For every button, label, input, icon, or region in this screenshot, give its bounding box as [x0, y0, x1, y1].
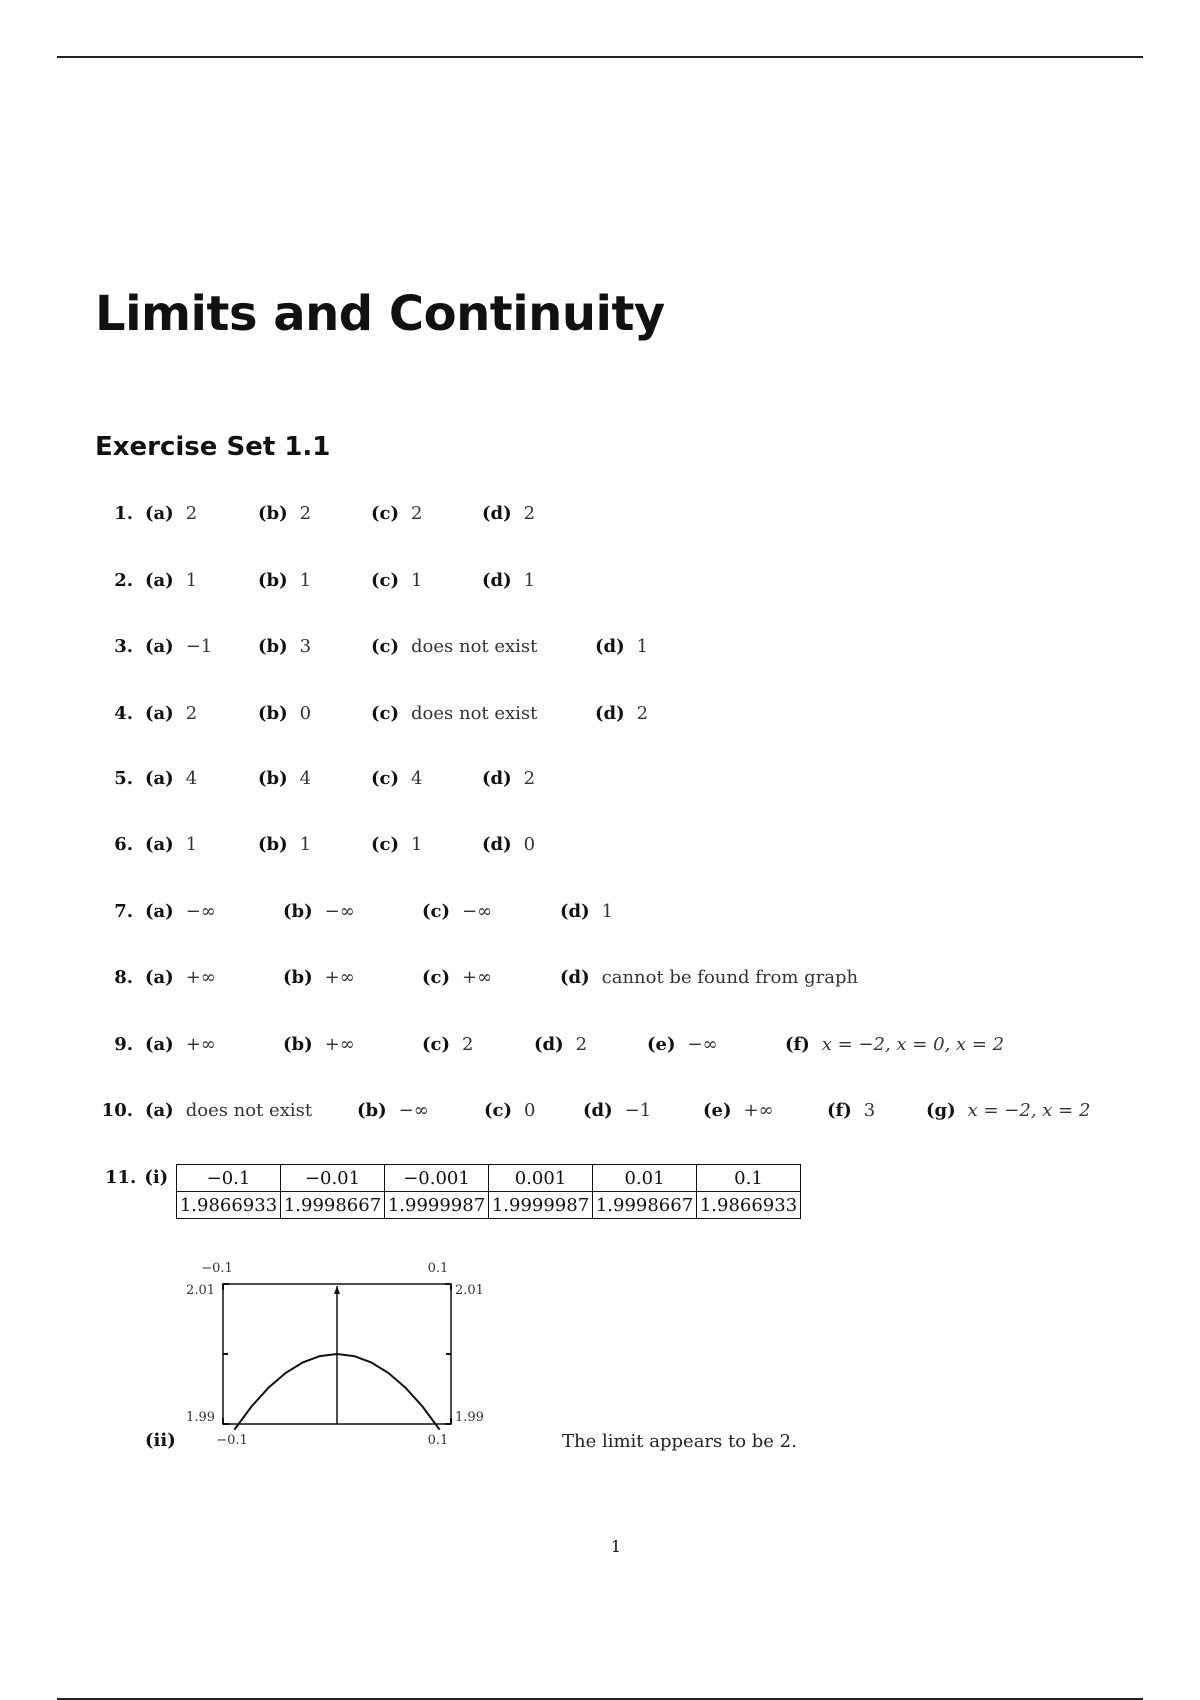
part-label: (f): [827, 1100, 852, 1121]
answer-part: [482, 503, 535, 524]
part-value: 0: [299, 703, 312, 724]
part-value: 2: [299, 503, 312, 524]
part-value: cannot be found from graph: [601, 967, 859, 988]
page-number: 1: [610, 1537, 622, 1556]
part-value: x = −2, x = 2: [967, 1100, 1091, 1121]
answer-part: [482, 570, 535, 591]
limit-plot-svg: [160, 1250, 500, 1450]
answer-part: [560, 901, 613, 922]
part-label: (a): [145, 503, 174, 524]
tick-label-y-bottom-left: 1.99: [186, 1410, 215, 1425]
tick-label-x-bottom-right: 0.1: [427, 1433, 449, 1448]
part-label: (b): [283, 967, 313, 988]
limit-conclusion: The limit appears to be 2.: [562, 1431, 797, 1452]
part-value: 1: [523, 570, 536, 591]
part-label: (c): [371, 503, 399, 524]
exercise-number: 3.: [114, 636, 133, 657]
table-row-y: [177, 1192, 801, 1219]
table-cell: 1.9999987: [385, 1192, 489, 1219]
answer-part: [145, 768, 197, 789]
part-label: (a): [145, 1034, 174, 1055]
part-label: (d): [482, 503, 512, 524]
tick-label-x-top-right: 0.1: [427, 1261, 449, 1276]
tick-label-y-top-left: 2.01: [186, 1283, 215, 1298]
exercise-number: 6.: [114, 834, 133, 855]
answer-part: [145, 901, 216, 922]
part-label: (a): [145, 703, 174, 724]
exercise-11-num-label: 11.: [105, 1167, 137, 1188]
answer-part: [371, 636, 537, 657]
part-label: (d): [560, 901, 590, 922]
part-label: (c): [371, 703, 399, 724]
part-label: (e): [703, 1100, 732, 1121]
tick-label-x-bottom-left: −0.1: [216, 1433, 248, 1448]
answer-part: [145, 503, 197, 524]
part-label: (a): [145, 967, 174, 988]
table-cell: 1.9998667: [281, 1192, 385, 1219]
table-cell: −0.1: [177, 1165, 281, 1192]
part-value: −1: [624, 1100, 652, 1121]
answer-part: [258, 636, 311, 657]
answer-part: [422, 1034, 473, 1055]
answer-part: [422, 967, 492, 988]
answer-part: [595, 703, 648, 724]
part-value: does not exist: [185, 1100, 313, 1121]
top-rule: [57, 56, 1143, 58]
exercise-11-part-i-label: (i): [144, 1167, 169, 1188]
tick-label-y-bottom-right: 1.99: [455, 1410, 484, 1425]
answer-part: [283, 901, 355, 922]
table-row-x: [177, 1165, 801, 1192]
part-value: +∞: [462, 967, 493, 988]
part-label: (d): [482, 834, 512, 855]
table-cell: −0.001: [385, 1165, 489, 1192]
part-value: 3: [299, 636, 312, 657]
part-label: (c): [422, 901, 450, 922]
answer-part: [283, 967, 355, 988]
answer-part: [371, 703, 537, 724]
values-table-wrapper: [176, 1164, 801, 1219]
part-value: 2: [411, 503, 423, 524]
answer-part: [785, 1034, 1004, 1055]
answer-part: [145, 834, 197, 855]
y-axis-arrow: [334, 1286, 340, 1294]
part-label: (c): [371, 636, 399, 657]
chapter-title: Limits and Continuity: [95, 286, 665, 342]
part-value: 2: [185, 503, 198, 524]
answer-part: [258, 768, 311, 789]
part-value: does not exist: [411, 703, 538, 724]
part-value: 0: [524, 1100, 536, 1121]
answer-part: [595, 636, 648, 657]
part-value: 1: [299, 570, 312, 591]
part-label: (b): [357, 1100, 387, 1121]
values-table: [176, 1164, 801, 1219]
part-label: (a): [145, 834, 174, 855]
answer-part: [484, 1100, 535, 1121]
part-label: (d): [560, 967, 590, 988]
table-cell: 1.9866933: [177, 1192, 281, 1219]
answer-part: [534, 1034, 587, 1055]
part-value: +∞: [324, 967, 355, 988]
part-value: −∞: [324, 901, 355, 922]
part-value: 4: [185, 768, 198, 789]
part-label: (b): [283, 901, 313, 922]
part-value: x = −2, x = 0, x = 2: [821, 1034, 1005, 1055]
part-value: +∞: [185, 967, 216, 988]
part-value: −∞: [398, 1100, 429, 1121]
part-value: 1: [411, 834, 423, 855]
part-value: 1: [299, 834, 312, 855]
part-label: (c): [422, 967, 450, 988]
part-label: (d): [583, 1100, 613, 1121]
part-label: (b): [258, 768, 288, 789]
part-label: (d): [534, 1034, 564, 1055]
answer-part: [145, 967, 216, 988]
part-value: 1: [411, 570, 423, 591]
part-value: does not exist: [411, 636, 538, 657]
part-value: 0: [523, 834, 536, 855]
answer-part: [258, 503, 311, 524]
exercise-number: 5.: [114, 768, 133, 789]
table-cell: 0.001: [489, 1165, 593, 1192]
part-value: +∞: [324, 1034, 355, 1055]
limit-plot: [160, 1250, 500, 1454]
answer-part: [371, 834, 422, 855]
section-heading: Exercise Set 1.1: [95, 432, 331, 462]
table-cell: −0.01: [281, 1165, 385, 1192]
part-label: (b): [258, 636, 288, 657]
part-value: 2: [575, 1034, 588, 1055]
table-cell: 1.9866933: [697, 1192, 801, 1219]
part-label: (b): [258, 703, 288, 724]
part-label: (d): [482, 768, 512, 789]
answer-part: [482, 768, 535, 789]
part-label: (b): [258, 503, 288, 524]
answer-part: [422, 901, 492, 922]
part-label: (d): [482, 570, 512, 591]
exercise-number: 2.: [114, 570, 133, 591]
answer-part: [145, 636, 212, 657]
tick-label-y-top-right: 2.01: [455, 1283, 484, 1298]
exercise-number: 8.: [114, 967, 133, 988]
answer-part: [827, 1100, 875, 1121]
answer-part: [145, 1034, 216, 1055]
part-label: (a): [145, 1100, 174, 1121]
answer-part: [703, 1100, 774, 1121]
answer-part: [647, 1034, 718, 1055]
answer-part: [258, 570, 311, 591]
part-value: +∞: [743, 1100, 774, 1121]
part-value: 2: [523, 768, 536, 789]
part-value: 4: [299, 768, 312, 789]
part-value: 1: [185, 834, 198, 855]
part-label: (b): [258, 570, 288, 591]
answer-part: [560, 967, 858, 988]
part-value: −∞: [185, 901, 216, 922]
exercise-number: 9.: [114, 1034, 133, 1055]
part-label: (d): [595, 636, 625, 657]
answer-part: [482, 834, 535, 855]
table-cell: 0.01: [593, 1165, 697, 1192]
table-cell: 1.9998667: [593, 1192, 697, 1219]
part-value: −∞: [462, 901, 493, 922]
part-value: 3: [863, 1100, 876, 1121]
answer-part: [371, 570, 422, 591]
part-label: (d): [595, 703, 625, 724]
exercise-11-part-ii-label: (ii): [145, 1430, 176, 1451]
answer-part: [583, 1100, 651, 1121]
part-value: 2: [636, 703, 649, 724]
part-label: (e): [647, 1034, 676, 1055]
part-label: (a): [145, 570, 174, 591]
part-value: 1: [185, 570, 198, 591]
part-label: (c): [484, 1100, 512, 1121]
part-value: 2: [462, 1034, 474, 1055]
answer-part: [926, 1100, 1090, 1121]
part-label: (c): [371, 834, 399, 855]
tick-label-x-top-left: −0.1: [201, 1261, 233, 1276]
part-value: −1: [185, 636, 213, 657]
part-value: 2: [523, 503, 536, 524]
exercise-number: 10.: [101, 1100, 133, 1121]
exercise-number: 4.: [114, 703, 133, 724]
part-label: (b): [283, 1034, 313, 1055]
part-label: (b): [258, 834, 288, 855]
answer-part: [371, 503, 422, 524]
part-value: 1: [636, 636, 649, 657]
answer-part: [145, 1100, 312, 1121]
answer-part: [145, 703, 197, 724]
part-value: 2: [185, 703, 198, 724]
exercise-number: 1.: [114, 503, 133, 524]
part-label: (g): [926, 1100, 956, 1121]
answer-part: [357, 1100, 429, 1121]
part-value: 1: [601, 901, 614, 922]
part-label: (c): [422, 1034, 450, 1055]
part-value: +∞: [185, 1034, 216, 1055]
table-cell: 0.1: [697, 1165, 801, 1192]
part-label: (f): [785, 1034, 810, 1055]
answer-part: [258, 834, 311, 855]
part-value: 4: [411, 768, 423, 789]
part-label: (c): [371, 768, 399, 789]
answer-part: [283, 1034, 355, 1055]
answer-part: [258, 703, 311, 724]
part-label: (a): [145, 768, 174, 789]
part-label: (a): [145, 636, 174, 657]
answer-part: [145, 570, 197, 591]
exercise-number: 7.: [114, 901, 133, 922]
part-label: (a): [145, 901, 174, 922]
exercise-11-number: [105, 1167, 176, 1188]
answer-part: [371, 768, 422, 789]
part-value: −∞: [687, 1034, 718, 1055]
table-cell: 1.9999987: [489, 1192, 593, 1219]
part-label: (c): [371, 570, 399, 591]
